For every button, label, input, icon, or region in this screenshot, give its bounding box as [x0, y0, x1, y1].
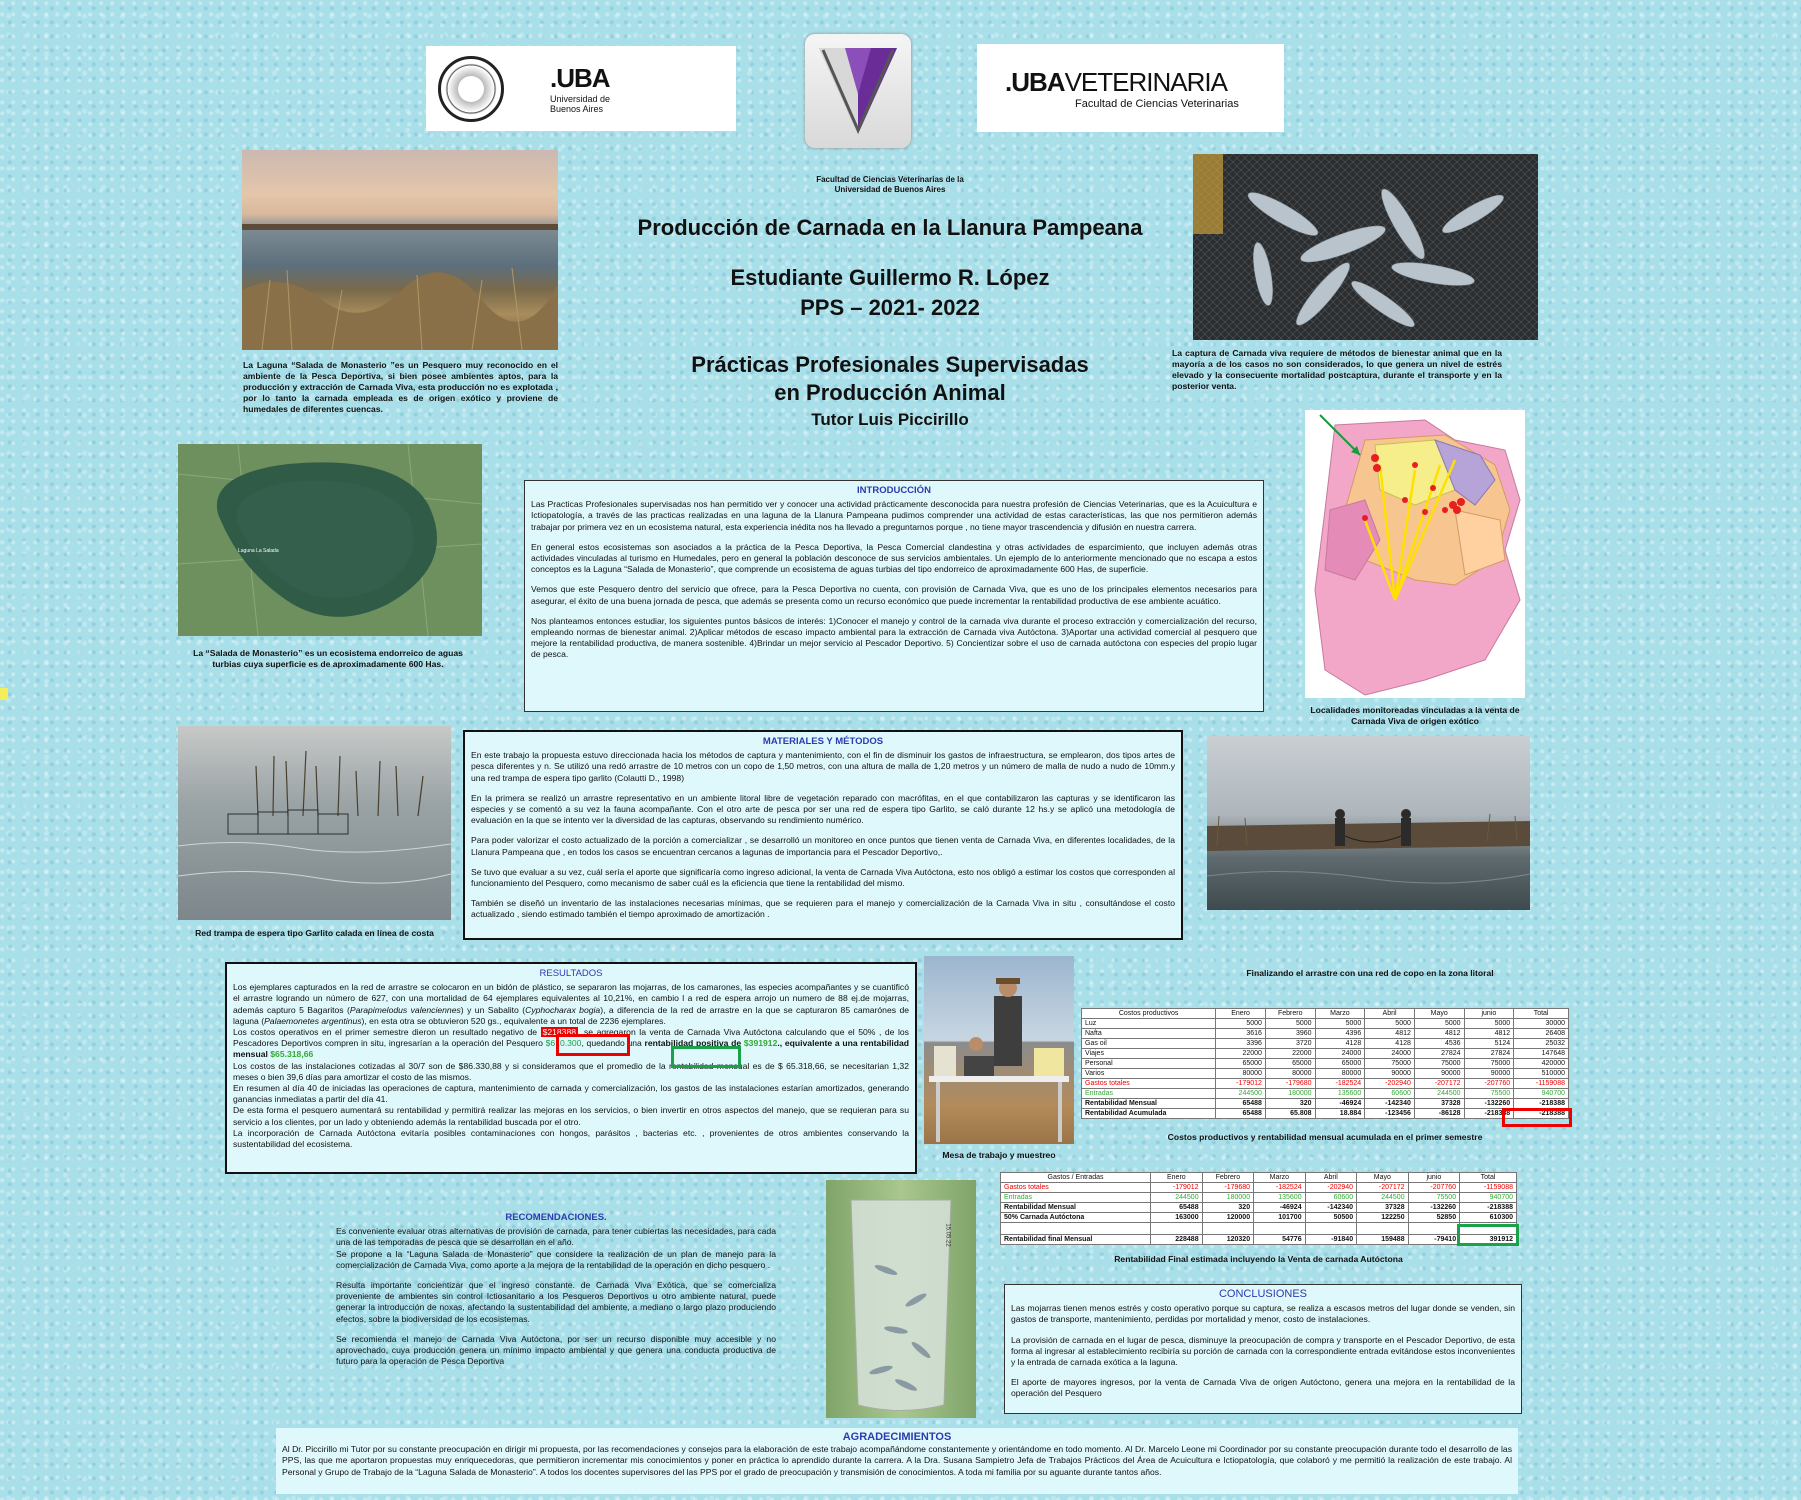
- uba-logo: [426, 46, 736, 131]
- materiales-box: [463, 730, 1183, 940]
- table-cell: [1001, 1223, 1151, 1235]
- conclusiones-p3: El aporte de mayores ingresos, por la venta de Carnada Viva de origen Autóctono, genera una mejora en la rentabilidad de la operación del Pesquero: [1011, 1377, 1515, 1399]
- table-cell: Gas oil: [1082, 1039, 1216, 1049]
- resultados-p4: En resumen al día 40 de iniciadas las operaciones de captura, mantenimiento de carnada y comercialización, los gastos de las instalaciones estarían amortizados, generando ganancias inmediatas a partir del día 41.: [233, 1083, 909, 1105]
- table-row: [1001, 1213, 1517, 1223]
- table-cell: 75000: [1365, 1059, 1415, 1069]
- page-title: Producción de Carnada en la Llanura Pampeana: [637, 215, 1143, 240]
- table-cell: [1357, 1223, 1409, 1235]
- table-cell: Gastos totales: [1001, 1183, 1151, 1193]
- table-cell: -1159088: [1460, 1183, 1517, 1193]
- table-cell: 65488: [1216, 1099, 1266, 1109]
- agradecimientos-text: Al Dr. Piccirillo mi Tutor por su constante preocupación en dirigir mi propuesta, por las recomendaciones y consejos para la elaboración de este trabajo acompañándome constantemente y orientándome en todo momento. Al Dr. Marcelo Leone mi Coordinador por su constante preocupación durante todo el desarrollo de las PPS, las que me aportaron propuestas muy enriquecedoras, que permitieron incrementar mis conocimientos y poner en práctica lo aprendido durante la carrera. A la Dra. Susana Sampietro Jefa de Trabajos Prácticos del Área de Acuicultura e Ictiopatología, que colaboró y me permitió la realización de este trabajo. Al Personal y Grupo de Trabajo de la “Laguna Salada de Monasterio”. A todos los docentes supervisores del las PPS por el grado de preocupación y transmisión de conocimientos. A toda mi familia por su aguante durante tantos años.: [282, 1444, 1512, 1477]
- table-cell: 5000: [1365, 1019, 1415, 1029]
- table-cell: 4396: [1315, 1029, 1365, 1039]
- costos-table: [1081, 1008, 1569, 1119]
- table-cell: -218388: [1464, 1109, 1514, 1119]
- table-cell: 24000: [1315, 1049, 1365, 1059]
- table-cell: [1202, 1223, 1254, 1235]
- table-cell: 65.808: [1265, 1109, 1315, 1119]
- table-cell: 120000: [1202, 1213, 1254, 1223]
- table-cell: [1151, 1223, 1203, 1235]
- table-cell: 163000: [1151, 1213, 1203, 1223]
- intro-p4: Nos planteamos entonces estudiar, los siguientes puntos básicos de interés: 1)Conocer el manejo y control de la carnada viva durante el proceso extracción y comercialización del recurso, empleando normas de bienestar animal. 2)Aplicar métodos de escaso impacto ambiental para la extracción de Carnada viva Autóctona. 3)Aportar una actividad comercial al pesquero que mejore la rentabilidad productiva, de manera sostenible. 4)Brindar un mejor servicio al Pescador Deportivo. 5) Concientizar sobre el uso de carnada autóctona con especies del propio lugar de pesca.: [531, 615, 1257, 660]
- rentabilidad-table-col-6: junio: [1408, 1173, 1460, 1183]
- negative-result: $218388: [542, 1027, 577, 1038]
- table-cell: Viajes: [1082, 1049, 1216, 1059]
- table-cell: 940700: [1514, 1089, 1569, 1099]
- table-cell: 3616: [1216, 1029, 1266, 1039]
- laguna-photo: [242, 150, 558, 350]
- table-cell: [1408, 1223, 1460, 1235]
- table-cell: 65488: [1151, 1203, 1203, 1213]
- table-cell: 90000: [1365, 1069, 1415, 1079]
- materiales-p1: En este trabajo la propuesta estuvo direccionada hacia los métodos de captura y mantenimiento, con el fin de disminuir los gastos de infraestructura, se emplearon, dos tipos artes de pesca diferentes y n. Se utilizó una redó arrastre de 10 metros con un copo de 1,50 metros, con una altura de malla de 1,20 metros y un número de malla de nudo a nudo de 10mm.y una red trampa de espera tipo garlito (Colautti D., 1998): [471, 750, 1175, 783]
- intro-p3: Vemos que este Pesquero dentro del servicio que ofrece, para la Pesca Deportiva no cuenta, con provisión de Carnada Viva, que es uno de los principales elementos necesarios para asegurar, el éxito de una buena jornada de pesca, que además se presenta como un recurso económico que puede incrementar la rentabilidad productiva de ese ambiente acuático.: [531, 584, 1257, 606]
- intro-box: [524, 480, 1264, 712]
- table-cell: 391912: [1460, 1235, 1517, 1245]
- table-cell: 54776: [1254, 1235, 1306, 1245]
- table-cell: 80000: [1216, 1069, 1266, 1079]
- resultados-p2: Los costos operativos en el primer semestre dieron un resultado negativo de $218388 , se agregaron la venta de Carnada Viva Autóctona calculando que el 50% , de los Pescadores Deportivos compren in situ, ingresarían a la operación del Pesquero $610.300, quedando una rentabilidad positiva de $391912., equivalente a una rentabilidad mensual $65.318,66: [233, 1027, 910, 1060]
- table-cell: 60600: [1365, 1089, 1415, 1099]
- table-cell: 65000: [1315, 1059, 1365, 1069]
- table-cell: -207760: [1408, 1183, 1460, 1193]
- caption-mesa: Mesa de trabajo y muestreo: [942, 1150, 1056, 1160]
- costos-table-col-1: Enero: [1216, 1009, 1266, 1019]
- table-cell: 4128: [1315, 1039, 1365, 1049]
- uba-sub: Universidad de Buenos Aires: [550, 94, 611, 114]
- table-cell: 26408: [1514, 1029, 1569, 1039]
- resultados-p1: Los ejemplares capturados en la red de arrastre se colocaron en un bidón de plástico, se separaron las mojarras, de los camarones, las especies acompañantes y se cuantificó el arrastre logrando un número de 627, con una mortalidad de 64 ejemplares equivalentes al 10,21%, en cambio l a red de espera arrojo un numero de 88 ej.de mojarras, además capturo 5 Bagaritos (Parapimelodus valenciennes) y un Sabalito (Cyphocharax bogia), a diferencia de la red de arrastre en la que se capturaron 85 camarónes de laguna (Palaemonetes argentinus), en esta otra se obtuvieron 520 gs., equivalente a un total de 2236 ejemplares.: [233, 982, 910, 1026]
- rentabilidad-table-col-0: Gastos / Entradas: [1001, 1173, 1151, 1183]
- table-cell: 3960: [1265, 1029, 1315, 1039]
- table-cell: -202940: [1305, 1183, 1357, 1193]
- caption-salada: La “Salada de Monasterio” es un ecosistema endorreico de aguas turbias cuya superficie es de aproximadamente 600 Has.: [193, 648, 463, 669]
- resultados-p6: La incorporación de Carnada Autóctona evitaría posibles contaminaciones con hongos, parásitos , bacterias etc. , provenientes de otros ambientes conservando la sustentabilidad del ecosistema.: [233, 1127, 909, 1150]
- table-cell: -207172: [1357, 1183, 1409, 1193]
- costos-table-header: [1082, 1009, 1569, 1019]
- table-cell: Rentabilidad Mensual: [1082, 1099, 1216, 1109]
- materiales-p5: También se diseñó un inventario de las instalaciones necesarias mínimas, que se requieren para el manejo y comercialización de la Carnada Viva in situ , consultándose el costo actualizado , siendo estimado también el tiempo aproximado de amortización .: [471, 898, 1175, 920]
- caption-costos: Costos productivos y rentabilidad mensual acumulada en el primer semestre: [1167, 1132, 1483, 1142]
- captura-photo: [1193, 154, 1538, 340]
- materiales-heading: MATERIALES Y MÉTODOS: [762, 736, 884, 747]
- salada-satellite-map: [178, 444, 482, 636]
- table-cell: 101700: [1254, 1213, 1306, 1223]
- table-cell: Luz: [1082, 1019, 1216, 1029]
- rentabilidad-table-col-1: Enero: [1151, 1173, 1203, 1183]
- table-cell: 244500: [1414, 1089, 1464, 1099]
- table-cell: 244500: [1357, 1193, 1409, 1203]
- table-row: [1001, 1203, 1517, 1213]
- table-row: [1082, 1049, 1569, 1059]
- table-cell: 4128: [1365, 1039, 1415, 1049]
- table-row: [1001, 1223, 1517, 1235]
- vet-name-uba: .UBA: [1005, 66, 1065, 97]
- subtitle-1: Prácticas Profesionales Supervisadas: [691, 352, 1089, 377]
- caption-red-trampa: Red trampa de espera tipo Garlito calada en línea de costa: [195, 928, 434, 938]
- red-trampa-photo: [178, 726, 451, 920]
- caption-captura: La captura de Carnada viva requiere de métodos de bienestar animal que en la mayoría a de los casos no son considerados, lo que genera un nivel de estrés elevado y la consecuente mortalidad postcaptura, durante el transporte y en la posterior venta.: [1172, 348, 1502, 391]
- table-cell: 5124: [1464, 1039, 1514, 1049]
- monthly-rent: $65.318,66: [270, 1049, 314, 1060]
- rentabilidad-table-col-7: Total: [1460, 1173, 1517, 1183]
- table-cell: 27824: [1464, 1049, 1514, 1059]
- table-cell: -1159088: [1514, 1079, 1569, 1089]
- resultados-p5: De esta forma el pesquero aumentará su rentabilidad y permitirá realizar las mejoras en los servicios, o bien invertir en otros aspectos del manejo, que se requieran para su servicio a los clientes, por un lado y obteniendo además la rentabilidad buscada por el otro.: [233, 1105, 909, 1127]
- mesa-photo: [924, 956, 1074, 1144]
- table-cell: Personal: [1082, 1059, 1216, 1069]
- table-row: [1082, 1019, 1569, 1029]
- table-cell: 4812: [1464, 1029, 1514, 1039]
- agradecimientos-box: [276, 1428, 1518, 1494]
- vet-name-veterinaria: VETERINARIA: [1064, 66, 1227, 97]
- table-cell: Entradas: [1082, 1089, 1216, 1099]
- positive-rent: $391912: [743, 1038, 778, 1049]
- table-cell: 4536: [1414, 1039, 1464, 1049]
- carnada-bag-photo: [826, 1180, 976, 1418]
- table-cell: [1305, 1223, 1357, 1235]
- v-emblem-icon: [805, 34, 911, 148]
- table-cell: 159488: [1357, 1235, 1409, 1245]
- table-cell: 135600: [1254, 1193, 1306, 1203]
- table-cell: 122250: [1357, 1213, 1409, 1223]
- table-cell: 4812: [1365, 1029, 1415, 1039]
- caption-localidades: Localidades monitoreadas vinculadas a la venta de Carnada Viva de origen exótico: [1310, 705, 1520, 726]
- table-cell: 5000: [1414, 1019, 1464, 1029]
- table-cell: -218388: [1514, 1099, 1569, 1109]
- table-cell: 37328: [1357, 1203, 1409, 1213]
- resultados-p3: Los costos de las instalaciones cotizadas al 30/7 son de $86.330,88 y si consideramos que el promedio de la rentabilidad mensual es de $ 65.318,66, se necesitarian 1,32 meses o bien 39,6 días para amortizar el costo de las mismos.: [233, 1060, 909, 1082]
- intro-heading: INTRODUCCIÓN: [857, 485, 931, 496]
- highlight-final: [1457, 1224, 1519, 1246]
- table-cell: 5000: [1464, 1019, 1514, 1029]
- table-cell: 610300: [1460, 1213, 1517, 1223]
- resultados-heading: RESULTADOS: [539, 968, 603, 979]
- table-cell: Rentabilidad Acumulada: [1082, 1109, 1216, 1119]
- table-cell: [1254, 1223, 1306, 1235]
- caption-finalizando: Finalizando el arrastre con una red de copo en la zona litoral: [1246, 968, 1494, 978]
- rentabilidad-table: [1000, 1172, 1517, 1245]
- table-cell: 75000: [1414, 1059, 1464, 1069]
- table-cell: -123456: [1365, 1109, 1415, 1119]
- materiales-p4: Se tuvo que evaluar a su vez, cuál sería el aporte que significaría como ingreso adicional, la venta de Carnada Viva Autóctona, esto nos obligó a estimar los costos que corresponden al funcionamiento del Pesquero, como mecanismo de saber cuál es la eficiencia que tiene la rentabilidad del mismo.: [471, 866, 1175, 889]
- table-cell: 135600: [1315, 1089, 1365, 1099]
- table-row: [1001, 1183, 1517, 1193]
- uba-name: .UBA: [550, 63, 610, 93]
- table-cell: 5000: [1216, 1019, 1266, 1029]
- conclusiones-heading: CONCLUSIONES: [1218, 1288, 1308, 1300]
- table-cell: Nafta: [1082, 1029, 1216, 1039]
- student-name: Estudiante Guillermo R. López: [730, 265, 1050, 290]
- map-label: Laguna La Salada: [238, 548, 279, 554]
- table-cell: 18.884: [1315, 1109, 1365, 1119]
- table-cell: 180000: [1265, 1089, 1315, 1099]
- table-cell: 90000: [1464, 1069, 1514, 1079]
- table-row: [1082, 1069, 1569, 1079]
- table-cell: -179680: [1265, 1079, 1315, 1089]
- materiales-p2: En la primera se realizó un arrastre representativo en un ambiente litoral libre de vegetación reparado con macrófitas, en el que contabilizaron las capturas y se identificaron las especies y se comentó a su vez la fauna acompañante. Con el otro arte de pesca por ser una red de espera tipo Garlito, se caló durante 12 hs.y se aplicó una metodología de evaluación en la que se intento ver la diversidad de las capturas, observando su rendimiento numérico.: [471, 792, 1175, 826]
- table-cell: 22000: [1265, 1049, 1315, 1059]
- table-cell: -132260: [1464, 1099, 1514, 1109]
- recomendaciones-p3: Resulta importante concientizar que el ingreso constante. de Carnada Viva Exótica, que se comercializa proveniente de ambientes sin control Ictiosanitario a los Pesqueros Deportivos u otro ambiente natural, puede generar la introducción de noxas, afectando la sustentabilidad del ambiente, a mediano o largo plazo produciendo efectos, sobre la biodiversidad de los ecosistemas.: [336, 1280, 776, 1324]
- rentabilidad-table-col-3: Marzo: [1254, 1173, 1306, 1183]
- table-cell: 228488: [1151, 1235, 1203, 1245]
- table-cell: -142340: [1305, 1203, 1357, 1213]
- table-cell: -86128: [1414, 1109, 1464, 1119]
- costos-table-col-3: Marzo: [1315, 1009, 1365, 1019]
- table-cell: -179680: [1202, 1183, 1254, 1193]
- rentabilidad-table-col-4: Abril: [1305, 1173, 1357, 1183]
- subtitle-2: en Producción Animal: [774, 380, 1006, 405]
- conclusiones-p1: Las mojarras tienen menos estrés y costo operativo porque su captura, se realiza a escasos metros del lugar donde se venden, sin gastos de transporte, mantenimiento, perdidas por mortalidad y menor, costo de instalaciones.: [1011, 1303, 1515, 1325]
- edge-marker: [0, 688, 8, 700]
- province-map: [1305, 410, 1525, 698]
- highlight-income: [671, 1046, 741, 1068]
- intro-p2: En general estos ecosistemas son asociados a la práctica de la Pesca Deportiva, la Pesca Comercial clandestina y otras actividades de esparcimiento, que incluyen además otras actividades vinculadas al turismo en Humedales, pero en general la población desconoce de sus servicios ambientales. Un ejemplo de lo anteriormente mencionado que no escapa a estos conceptos es la Laguna “Salada de Monasterio”, que comprende un ecosistema de aguas turbias del tipo endorreico de aproximadamente 600 Has, de superficie.: [531, 541, 1257, 575]
- pps-years: PPS – 2021- 2022: [800, 295, 980, 320]
- table-cell: -207760: [1464, 1079, 1514, 1089]
- table-cell: -182524: [1315, 1079, 1365, 1089]
- table-row: [1001, 1235, 1517, 1245]
- table-cell: 3396: [1216, 1039, 1266, 1049]
- table-cell: 37328: [1414, 1099, 1464, 1109]
- table-cell: 60600: [1305, 1193, 1357, 1203]
- table-cell: Rentabilidad Mensual: [1001, 1203, 1151, 1213]
- caption-rentabilidad-final: Rentabilidad Final estimada incluyendo la Venta de carnada Autóctona: [1114, 1254, 1403, 1264]
- table-row: [1082, 1059, 1569, 1069]
- conclusiones-box: [1004, 1284, 1522, 1414]
- table-cell: 90000: [1414, 1069, 1464, 1079]
- vet-sub: Facultad de Ciencias Veterinarias: [1075, 97, 1239, 110]
- table-row: [1082, 1029, 1569, 1039]
- table-cell: -207172: [1414, 1079, 1464, 1089]
- table-cell: 30000: [1514, 1019, 1569, 1029]
- table-cell: 65488: [1216, 1109, 1266, 1119]
- table-row: [1001, 1193, 1517, 1203]
- costos-table-col-0: Costos productivos: [1082, 1009, 1216, 1019]
- table-cell: 3720: [1265, 1039, 1315, 1049]
- table-cell: 147648: [1514, 1049, 1569, 1059]
- table-cell: -179012: [1216, 1079, 1266, 1089]
- bag-label: 15.05.22: [944, 1223, 951, 1247]
- table-cell: 420000: [1514, 1059, 1569, 1069]
- recomendaciones-p2: Se propone a la “Laguna Salada de Monasterio” que considere la realización de un plan de manejo para la comercialización de Carnada Viva, como aporte a la mejora de la rentabilidad de la operación en dicho pesquero .: [336, 1248, 776, 1270]
- recomendaciones-p1: Es conveniente evaluar otras alternativas de provisión de carnada, para tener cubiertas las necesidades, para cada una de las temporadas de pesca que se desarrollan en el año.: [336, 1226, 776, 1248]
- table-row: [1082, 1109, 1569, 1119]
- costos-table-col-2: Febrero: [1265, 1009, 1315, 1019]
- resultados-box: [225, 962, 917, 1174]
- costos-table-col-5: Mayo: [1414, 1009, 1464, 1019]
- table-cell: -132260: [1408, 1203, 1460, 1213]
- table-row: [1082, 1039, 1569, 1049]
- materiales-p3: Para poder valorizar el costo actualizado de la porción a comercializar , se desarrolló un monitoreo en once puntos que tienen venta de Carnada Viva, en diferentes localidades, de la Llanura Pampeana que , en todos los casos se encuentran cercanos a lagunas de importancia para el Pescador Deportivo,.: [471, 835, 1175, 857]
- table-cell: -218388: [1514, 1109, 1569, 1119]
- table-cell: 75500: [1408, 1193, 1460, 1203]
- table-cell: 4812: [1414, 1029, 1464, 1039]
- table-cell: 5000: [1265, 1019, 1315, 1029]
- recomendaciones-p4: Se recomienda el manejo de Carnada Viva Autóctona, por ser un recurso disponible muy accesible y no aprovechado, cuya producción genera un mínimo impacto ambiental y que genera una conducta productiva de futuro para la operación de Pesca Deportiva: [336, 1333, 776, 1367]
- highlight-negative: [556, 1034, 630, 1056]
- faculty-text: Facultad de Ciencias Veterinarias de la Universidad de Buenos Aires: [816, 175, 964, 194]
- conclusiones-p2: La provisión de carnada en el lugar de pesca, disminuye la preocupación de compra y transporte en el Pescador Deportivo, de esta forma al ingresar al establecimiento recibiría su porción de carnada con la correspondiente entrada evitándose estos inconvenientes y la entrada de carnada exótica a la laguna.: [1011, 1334, 1515, 1368]
- table-cell: 244500: [1151, 1193, 1203, 1203]
- table-cell: 940700: [1460, 1193, 1517, 1203]
- table-cell: 27824: [1414, 1049, 1464, 1059]
- table-cell: -142340: [1365, 1099, 1415, 1109]
- table-cell: -182524: [1254, 1183, 1306, 1193]
- table-cell: -46924: [1315, 1099, 1365, 1109]
- caption-laguna: La Laguna “Salada de Monasterio ”es un Pesquero muy reconocido en el ambiente de la Pesca Deportiva, si bien posee ambientes aptos, para la producción y extracción de Carnada Viva, esta producción no es explotada , por lo tanto la carnada empleada es de origen exótico y proviene de humedales de diferentes cuencas.: [243, 360, 558, 414]
- table-cell: 25032: [1514, 1039, 1569, 1049]
- recomendaciones-box: [330, 1208, 782, 1394]
- table-row: [1082, 1079, 1569, 1089]
- costos-table-col-7: Total: [1514, 1009, 1569, 1019]
- table-cell: 80000: [1315, 1069, 1365, 1079]
- table-cell: -91840: [1305, 1235, 1357, 1245]
- table-cell: Entradas: [1001, 1193, 1151, 1203]
- table-cell: Varios: [1082, 1069, 1216, 1079]
- table-cell: -179012: [1151, 1183, 1203, 1193]
- table-cell: 75000: [1464, 1059, 1514, 1069]
- uba-seal-icon: [438, 56, 504, 122]
- table-cell: -46924: [1254, 1203, 1306, 1213]
- rentabilidad-table-col-5: Mayo: [1357, 1173, 1409, 1183]
- table-cell: -79410: [1408, 1235, 1460, 1245]
- table-cell: 75500: [1464, 1089, 1514, 1099]
- table-cell: 50500: [1305, 1213, 1357, 1223]
- table-cell: 65000: [1265, 1059, 1315, 1069]
- arrastre-photo: [1207, 736, 1530, 910]
- table-cell: 120320: [1202, 1235, 1254, 1245]
- table-cell: 320: [1202, 1203, 1254, 1213]
- table-cell: -218388: [1460, 1203, 1517, 1213]
- rentabilidad-table-col-2: Febrero: [1202, 1173, 1254, 1183]
- table-cell: 244500: [1216, 1089, 1266, 1099]
- table-cell: 24000: [1365, 1049, 1415, 1059]
- uba-veterinaria-logo: [977, 44, 1284, 132]
- agradecimientos-heading: AGRADECIMIENTOS: [842, 1431, 952, 1443]
- table-cell: 50% Carnada Autóctona: [1001, 1213, 1151, 1223]
- table-cell: 65000: [1216, 1059, 1266, 1069]
- recomendaciones-heading: RECOMENDACIONES.: [505, 1212, 607, 1223]
- table-cell: Gastos totales: [1082, 1079, 1216, 1089]
- table-cell: 5000: [1315, 1019, 1365, 1029]
- table-cell: Rentabilidad final Mensual: [1001, 1235, 1151, 1245]
- table-cell: -202940: [1365, 1079, 1415, 1089]
- table-cell: 180000: [1202, 1193, 1254, 1203]
- autoctona-income: $610.300: [545, 1038, 582, 1049]
- center-v-logo: [805, 34, 911, 148]
- table-cell: 510000: [1514, 1069, 1569, 1079]
- tutor-name: Tutor Luis Piccirillo: [811, 410, 969, 429]
- table-cell: 52850: [1408, 1213, 1460, 1223]
- table-row: [1082, 1099, 1569, 1109]
- costos-table-col-6: junio: [1464, 1009, 1514, 1019]
- table-cell: 80000: [1265, 1069, 1315, 1079]
- rentabilidad-table-header: [1001, 1173, 1517, 1183]
- highlight-acumulada: [1502, 1108, 1572, 1127]
- table-cell: 320: [1265, 1099, 1315, 1109]
- costos-table-col-4: Abril: [1365, 1009, 1415, 1019]
- intro-p1: Las Practicas Profesionales supervisadas nos han permitido ver y conocer una actividad prácticamente desconocida para nuestra profesión de Ciencias Veterinarias, que es la Acuicultura e Ictiopatología, a través de las practicas realizadas en una laguna de la Llanura Pampeana pudimos comprender una actividad de estas características, las que nos permitieron además trabajar por primera vez en un ecosistema natural, esta experiencia inédita nos ha llevado a preguntarnos porque , no tiene mayor trascendencia y difusión en nuestra carrera.: [531, 499, 1257, 532]
- table-cell: 22000: [1216, 1049, 1266, 1059]
- table-row: [1082, 1089, 1569, 1099]
